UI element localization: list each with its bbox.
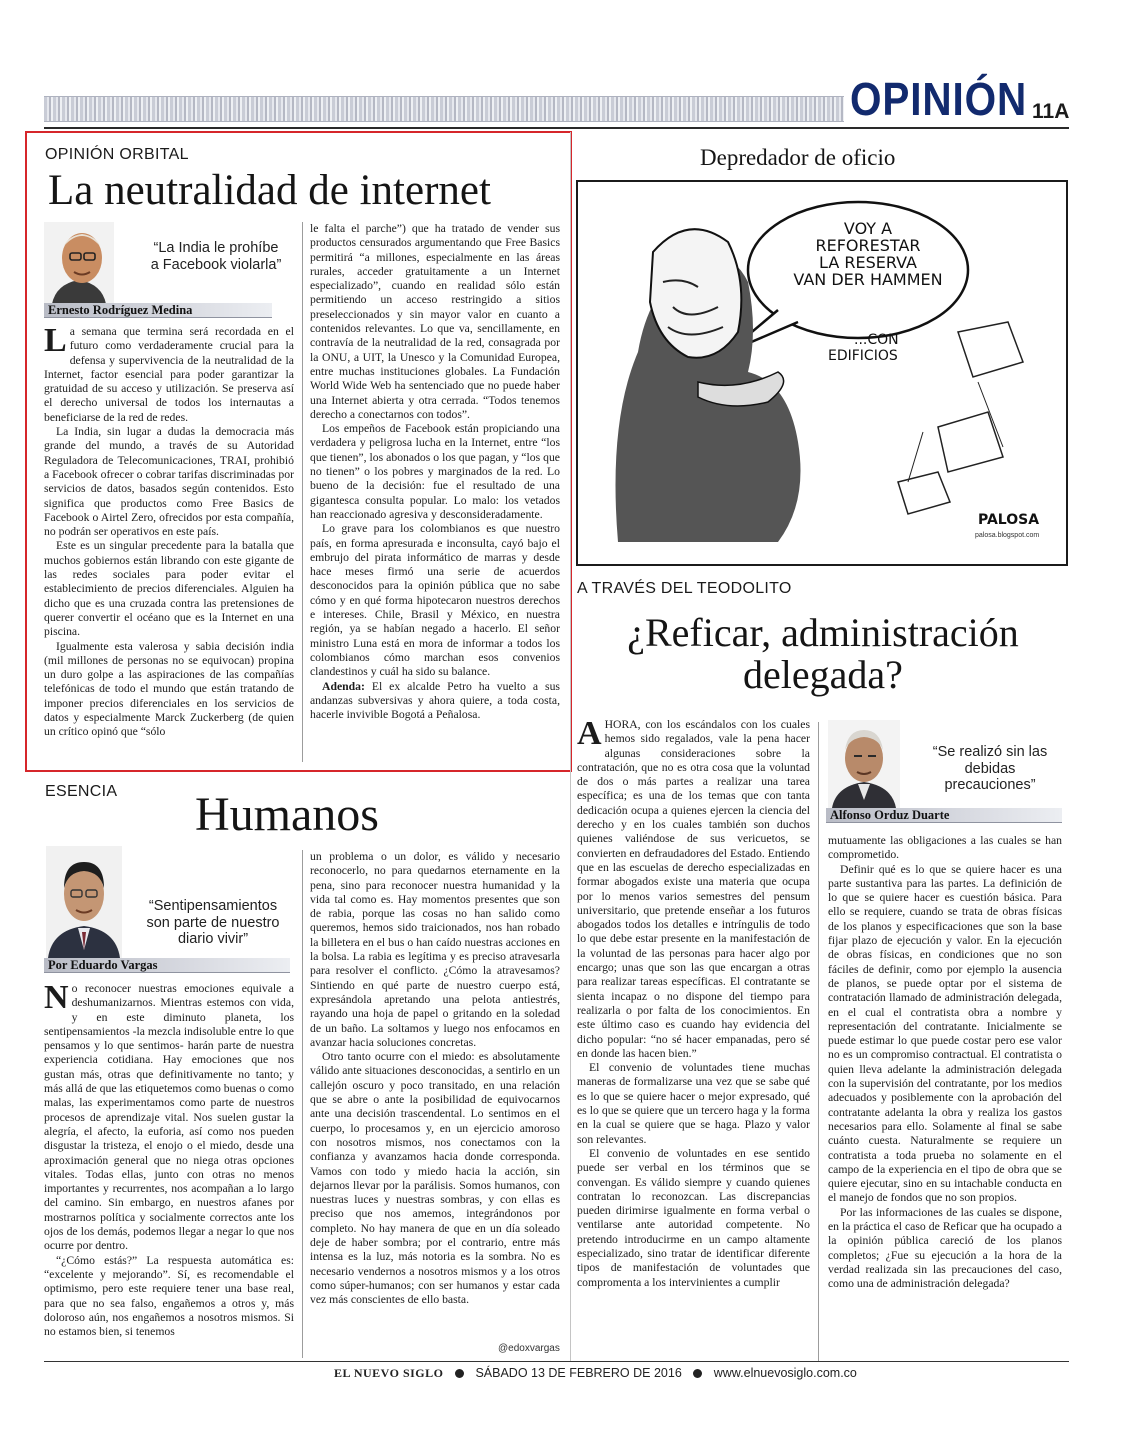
article1-title: La neutralidad de internet — [48, 167, 491, 214]
article2-quote: “Sentipensamientos son parte de nuestro diario vivir” — [146, 898, 280, 948]
article1-paragraph: Este es un singular precedente para la batalla que muchos gobiernos están librando con este gigante de las redes sociales para poder evitar el establecimiento de precios diferenciales. Alguien ha dicho que es una cruzada contra las pretensiones de querer convertir el océano que es la Internet en una piscina. — [44, 539, 294, 639]
article2-paragraph: un problema o un dolor, es válido y necesario reconocerlo, no para quedarnos eternamente en la pena, sino para reconocer nuestra humanidad y la vida tal como es. Hay momentos presentes que son de rabia, porque las cosas no han salido como queremos, hemos sido traicionados, nos han robado la billetera en el bus o han caído nuestras acciones en la bolsa. La rabia es legítima y es preciso atravesarla para resolver el conflicto. ¿Cómo la atravesamos? Sintiendo en qué parte de nuestro cuerpo está, expresándola apretando una pelota antiestrés, rayando una hoja de papel o gritando en la soledad de un baño. La soltamos y luego nos enfocamos en avanzar hacia soluciones concretas. — [310, 850, 560, 1049]
article1-paragraph: La semana que termina será recordada en el futuro como verdaderamente crucial para la defensa y supervivencia de la neutralidad de la Internet, factor esencial para poder garantizar la gratuidad de su acceso y utilización. Se preserva así el derecho universal de todos los internautas a beneficiarse de la red de redes. — [44, 322, 294, 424]
article3-column-2 — [828, 834, 1062, 1292]
article3-paragraph: Por las informaciones de las cuales se dispone, en la práctica el caso de Reficar que ha ocupado a la opinión pública careció de los planos completos; ¿Fue su ejecución a la hora de la verdad realizada sin las precauciones del caso, como una de administración delegada? — [828, 1205, 1062, 1291]
article3-quote: “Se realizó sin las debidas precauciones” — [932, 744, 1048, 794]
cartoon-small-text: ...CON EDIFICIOS — [828, 332, 899, 364]
article3-paragraph: mutuamente las obligaciones a las cuales se han comprometido. — [828, 834, 1062, 862]
cartoon-signature: PALOSA — [978, 512, 1040, 528]
page-number: 11A — [1032, 100, 1070, 123]
cartoon-title: Depredador de oficio — [700, 145, 896, 170]
author-photo-rodriguez — [44, 222, 114, 304]
article3-paragraph: AHORA, con los escándalos con los cuales hemos sido regalados, vale la pena hacer algunas consideraciones sobre la contratación, que no es otra cosa que la voluntad de dos o más partes a realizar una tarea específica; es una de los temas que con tanta dedicación ocupa a quienes ejercen la ciencia del derecho y en los cuales también son duchos quienes valiéndose de sus vericuetos, se convierten en defraudadores del Estado. Entiendo que en las escuelas de derecho especializadas en formar abogados existe una materia que ocupa por lo menos varios semestres del pensum universitario, que pretende enseñar a los futuros abogados todos los detalles e intríngulis de todo lo que debe estar presente en la manifestación de la voluntad de las personas para hacer algo por encargo; unas que son las que encargan a otras para realizar tareas específicas. El contratante se sienta incapaz o no dispone del tiempo para realizarla o por falta de los conocimientos. En este último caso es cuando hay evidencia del dicho popular: “no sé hacer empanadas, pero sé en donde las hacen bien.” — [577, 715, 810, 1060]
header-band — [44, 96, 844, 122]
cartoon-speech-text: VOY A REFORESTAR LA RESERVA VAN DER HAMMEN — [793, 219, 943, 289]
article2-paragraph: No reconocer nuestras emociones equivale a deshumanizarnos. Mientras estemos con vida, y en este diminuto planeta, los sentipensamientos -la mezcla indisoluble entre lo que pensamos y lo que sentimos- harán parte de nuestra experiencia cotidiana. Hay emociones que nos gustan más, otras que definitivamente no tanto; y más allá de que las etiquetemos como buenas o como malas, las experimentamos como parte de nuestros procesos de aprendizaje vital. Nos suelen gustar la alegría, el afecto, la euforia, así como nos pueden disgustar la tristeza, el enojo o el miedo, desde una aproximación general que no niega otras opciones vitales. Todas ellas, junto con otras no menos importantes y recurrentes, nos acompañan a lo largo del camino. Sin embargo, en nuestros afanes por mostrarnos política y socialmente correctos ante los ojos de los demás, podemos llegar a negar lo que nos ocurre por dentro. — [44, 979, 294, 1253]
article1-quote: “La India le prohíbe a Facebook violarla” — [150, 240, 282, 273]
bullet-icon — [455, 1369, 464, 1378]
footer-date: SÁBADO 13 DE FEBRERO DE 2016 — [475, 1366, 682, 1380]
column-divider — [302, 222, 303, 762]
article1-paragraph: Igualmente esta valerosa y sabia decisión india (mil millones de personas no se equivocan) propina un duro golpe a las aspiraciones de las compañías telefónicas de todo el mundo que están tratando de imponer precios diferenciales en los servicios de datos y especialmente Marck Zuckerberg (de quien un crítico opinó que “sólo — [44, 639, 294, 739]
article2-author: Por Eduardo Vargas — [48, 958, 158, 972]
drop-cap: L — [44, 322, 67, 359]
article1-addendum: Adenda: El ex alcalde Petro ha vuelto a sus andanzas subversivas y ahora quiere, a toda costa, hacerle invivible Bogotá a Peñalosa. — [310, 679, 560, 722]
article2-kicker: ESENCIA — [45, 783, 118, 800]
bullet-icon — [693, 1369, 702, 1378]
section-title: OPINIÓN — [850, 73, 1028, 125]
editorial-cartoon — [576, 180, 1068, 566]
author-photo-vargas — [46, 846, 122, 958]
cartoon-site: palosa.blogspot.com — [975, 532, 1040, 539]
section-divider — [570, 132, 571, 1362]
article1-paragraph: Los empeños de Facebook están propiciando una verdadera y peligrosa lucha en la Internet, entre “los que tienen”, los abonados o los que pagan, y “los que no tienen” o los pobres y marginados de la red. Lo bueno de la decisión: fue el resultado de una gigantesca consulta popular. Lo malo: los vetados han reaccionado agresiva y desconsideradamente. — [310, 422, 560, 521]
article3-title: ¿Reficar, administración delegada? — [627, 610, 1019, 697]
article2-paragraph: Otro tanto ocurre con el miedo: es absolutamente válido ante situaciones desconocidas, a sentirlo en un callejón oscuro y poco transitado, en una relación que se abre o ante la posibilidad de equivocarnos ante una decisión trascendental. Lo sentimos en el cuerpo, lo procesamos y, en un ejercicio amoroso con nosotros mismos, nos conectamos con la confianza y avanzamos hacia donde corresponda. Vamos con todo y miedo hacia la acción, sin dejarnos llevar por la parálisis. Somos humanos, con nuestras luces y nuestras sombras, y con ellas es preciso que nos amemos, integrándonos por completo. No hay manera de que en un día soleado deje de haber sombra; por el contrario, entre más intensa es la luz, más notoria es la sombra. No es necesario vendernos a nosotros mismos y a los otros como súper-humanos; con ser humanos y estar cada vez más conscientes de ello basta. — [310, 1050, 560, 1307]
article2-handle: @edoxvargas — [498, 1343, 560, 1354]
header-rule — [44, 127, 1069, 129]
article1-author: Ernesto Rodríguez Medina — [48, 303, 193, 317]
article1-column-2 — [310, 222, 560, 722]
column-divider — [302, 850, 303, 1358]
footer-rule — [44, 1361, 1069, 1362]
footer-paper-name: EL NUEVO SIGLO — [334, 1366, 444, 1380]
column-divider — [818, 722, 819, 1362]
article1-column-1 — [44, 322, 294, 740]
footer-site: www.elnuevosiglo.com.co — [713, 1366, 857, 1380]
drop-cap: N — [44, 979, 69, 1016]
footer — [334, 1366, 857, 1381]
article1-kicker: OPINIÓN ORBITAL — [45, 146, 189, 163]
article2-column-2 — [310, 850, 560, 1308]
author-photo-orduz — [828, 720, 900, 808]
article3-paragraph: El convenio de voluntades en ese sentido puede ser verbal en los términos que se convengan. Es válido siempre y cuando quienes contratan lo reconozcan. Las discrepancias pueden dirimirse igualmente en forma verbal o ventilarse ante autoridad competente. No pretendo introducirme en un campo altamente especializado, sino tratar de identificar diferente tipos de manifestación de voluntades que compromenta a los intervinientes a cumplir — [577, 1146, 810, 1289]
article1-paragraph: La India, sin lugar a dudas la democracia más grande del mundo, a través de su Autoridad Reguladora de Telecomunicaciones, TRAI, prohibió a Facebook ofrecer o cobrar tarifas discriminadas por servicios de datos, basados según contenidos. Esto significa que productos como Free Basics de Facebook o Airtel Zero, ofrecidos por esta compañía, no podrán ser operativos en este país. — [44, 425, 294, 539]
article3-paragraph: Definir qué es lo que se quiere hacer es una parte sustantiva para las partes. La definición de lo que se quiere hacer es cuestión básica. Para ello se requiere, cuando se trata de obras físicas de los planos y especificaciones que son la base fijar plazo de ejecución y valor. En la ejecución de obras físicas, en condiciones que no son fáciles de definir, como por ejemplo la ausencia de planos, se puede optar por el sistema de contratación llamado de administración delegada, en el cual el contratista obra a nombre y representación del contratante. Inicialmente se puede estimar lo que puede costar pero ese valor no es un compromiso contractual. El contratista o quien lleva adelante la administración delegada con la supervisión del contratante, por los medios adecuados y posiblemente con la aprobación del contratante adelanta la obra y realiza los gastos necesarios para ello. Solamente al final se sabe cuánto cuesta. Naturalmente se requiere un contratista a toda prueba no solamente en el campo de la experiencia en el tipo de obra que se quiere ejecutar, sino en su intachable conducta en el manejo de fondos que no son propios. — [828, 862, 1062, 1205]
article1-paragraph: Lo grave para los colombianos es que nuestro país, en forma apresurada e inconsulta, cayó bajo el embrujo del pirata informático de marras y desde hace meses firmó una serie de acuerdos desconocidos para la opinión pública que no sabe cómo y en qué forma hipotecaron nuestros derechos e intereses. Chile, Brasil y México, en nuestra región, ya se habían negado a hacerlo. El señor ministro Luna está en mora de informar a todos los colombianos cómo marchan esos convenios clandestinos y cuál ha sido su balance. — [310, 522, 560, 679]
article3-paragraph: El convenio de voluntades tiene muchas maneras de formalizarse una vez que se sabe qué es lo que se quiere hacer o mejor expresado, qué es lo que se quiere que un tercero haga y la forma en la cual se quiere que se haga. Plazo y valor son relevantes. — [577, 1061, 810, 1146]
article3-kicker: A TRAVÉS DEL TEODOLITO — [577, 580, 792, 597]
article2-paragraph: “¿Cómo estás?” La respuesta automática es: “excelente y mejorando”. Sí, es recomendable el optimismo, pero este requiere tener una base real, para que no sea falso, engañemos a otros y, más doloroso aún, nos engañemos a nosotros mismos. Si no estamos bien, si tenemos — [44, 1253, 294, 1339]
article3-author: Alfonso Orduz Duarte — [830, 808, 950, 822]
article1-paragraph: le falta el parche”) que ha tratado de vender sus productos censurados argumentando que Free Basics permitirá “a millones, especialmente en las áreas rurales, acceder gratuitamente a un Internet especializado”, cuando en realidad sólo están permitiendo un acceso restringido a sitios preseleccionados y sin mayor valor en cuanto a contenidos relevantes. Lo que va, sencillamente, en contravía de la neutralidad de la red, consagrada por la ONU, a UIT, la Unesco y la Comunidad Europea, entre muchas instituciones globales. La Fundación World Wide Web ha sentenciado que no puede haber una Internet abierta y otra cerrada. “Todos tenemos derecho a conectarnos con todos”. — [310, 222, 560, 421]
article2-title: Humanos — [195, 788, 379, 841]
article2-column-1 — [44, 979, 294, 1339]
article3-column-1 — [577, 715, 810, 1290]
drop-cap: A — [577, 715, 602, 752]
